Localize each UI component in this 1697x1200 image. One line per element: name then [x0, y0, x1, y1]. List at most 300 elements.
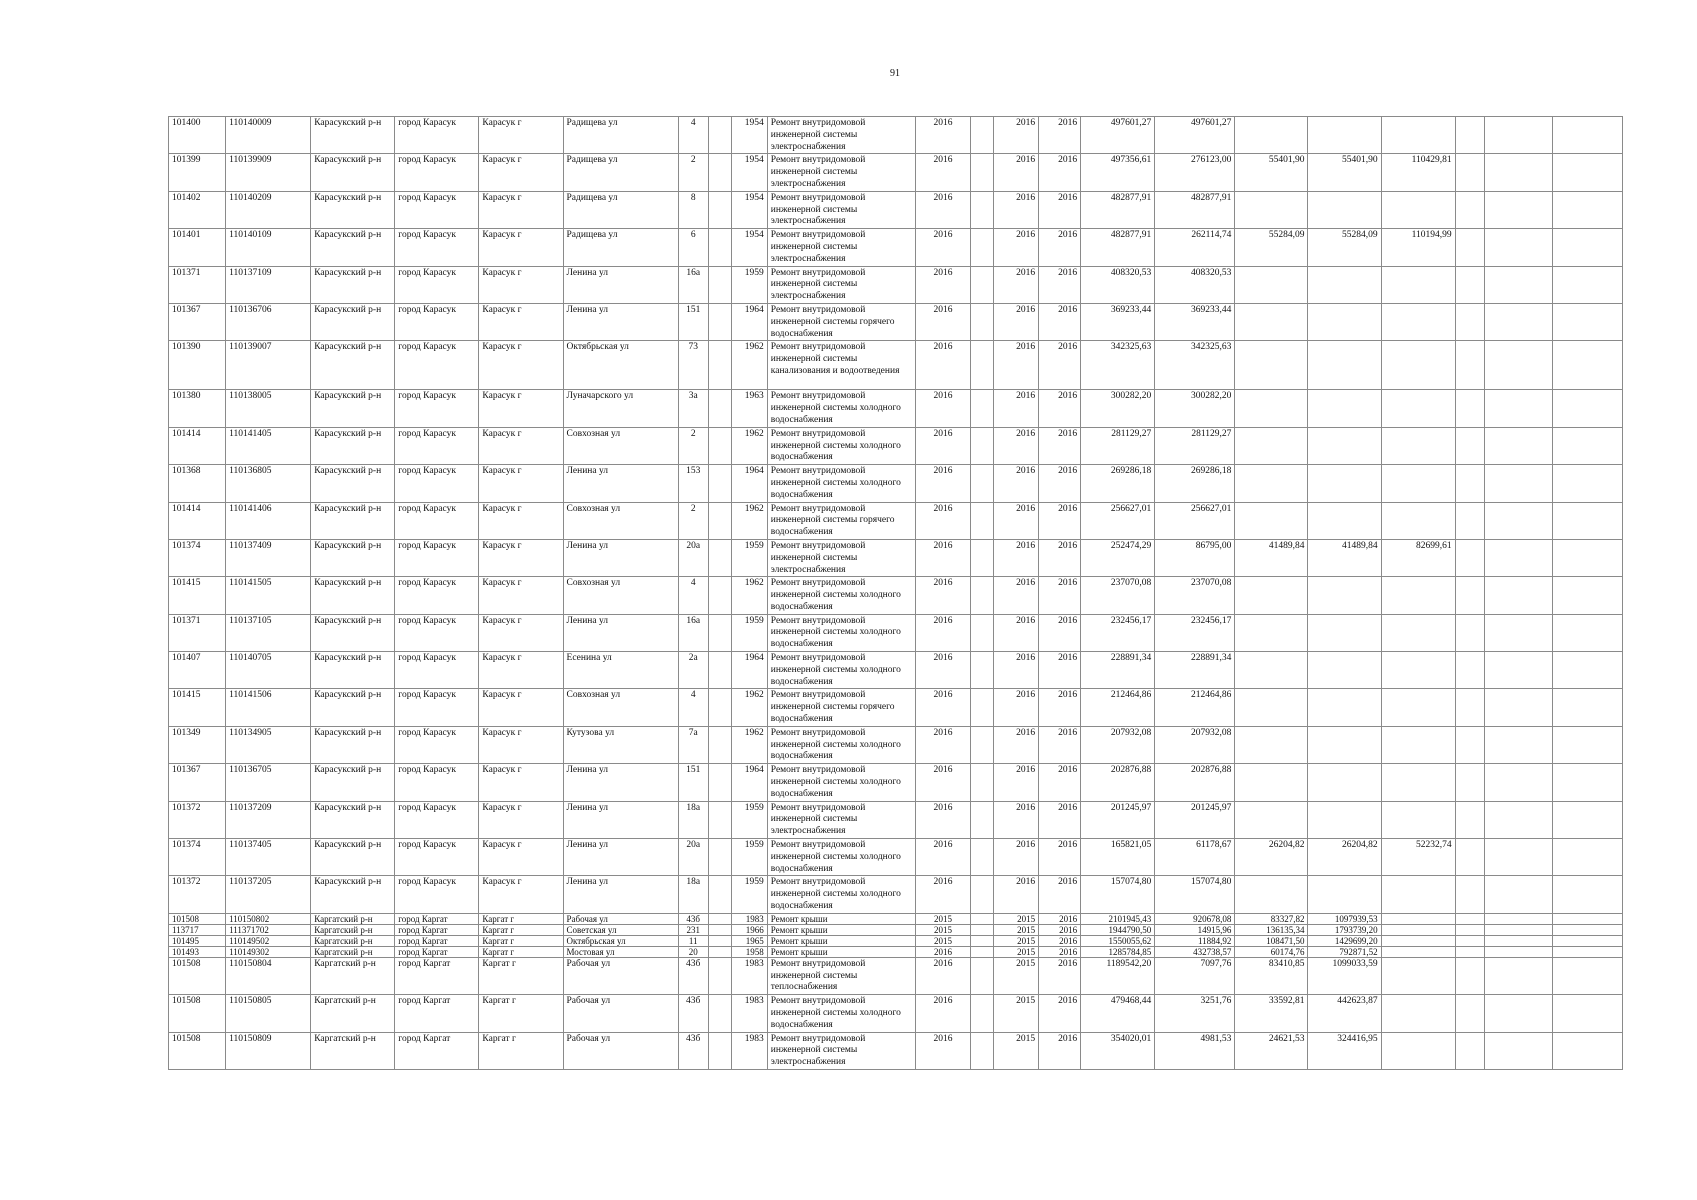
- cell-local-amount: 792871,52: [1308, 946, 1381, 957]
- cell-year-built: 1959: [731, 876, 767, 913]
- cell-settlement: Каргат г: [479, 946, 563, 957]
- cell-empty-b: [1484, 117, 1552, 154]
- table-row: [169, 390, 1623, 427]
- cell-record-id: 110137209: [226, 801, 311, 838]
- cell-fund-amount: 11884,92: [1155, 935, 1235, 946]
- cell-local-amount: [1308, 266, 1381, 303]
- cell-municipality: город Каргат: [395, 1032, 479, 1069]
- cell-owners-amount: [1381, 913, 1455, 924]
- cell-building: [708, 913, 731, 924]
- cell-regional-amount: [1235, 191, 1308, 228]
- cell-work-type: Ремонт внутридомовой инженерной системы электроснабжения: [767, 117, 915, 154]
- cell-end-year: 2016: [1039, 913, 1081, 924]
- cell-settlement: Карасук г: [479, 764, 563, 801]
- cell-plan-year: 2016: [915, 229, 970, 266]
- cell-plan-year: 2016: [915, 266, 970, 303]
- cell-owners-amount: [1381, 502, 1455, 539]
- cell-district: Карасукский р-н: [311, 876, 395, 913]
- cell-building: [708, 946, 731, 957]
- cell-street: Есенина ул: [563, 652, 678, 689]
- cell-building: [708, 995, 731, 1032]
- cell-municipality: город Каргат: [395, 935, 479, 946]
- cell-district: Карасукский р-н: [311, 191, 395, 228]
- cell-settlement: Карасук г: [479, 427, 563, 464]
- cell-regional-amount: 55284,09: [1235, 229, 1308, 266]
- cell-municipality: город Карасук: [395, 652, 479, 689]
- cell-fund-amount: 212464,86: [1155, 689, 1235, 726]
- cell-building: [708, 154, 731, 191]
- cell-empty-c: [1552, 957, 1622, 994]
- cell-work-type: Ремонт крыши: [767, 913, 915, 924]
- cell-municipality: город Карасук: [395, 229, 479, 266]
- cell-regional-amount: [1235, 801, 1308, 838]
- cell-total-cost: 300282,20: [1081, 390, 1155, 427]
- cell-end-year: 2016: [1039, 502, 1081, 539]
- cell-year-built: 1962: [731, 689, 767, 726]
- cell-regional-amount: 83410,85: [1235, 957, 1308, 994]
- cell-plan-year: 2015: [915, 913, 970, 924]
- cell-extra: [971, 577, 994, 614]
- cell-empty-c: [1552, 995, 1622, 1032]
- cell-start-year: 2016: [994, 303, 1039, 340]
- cell-house-number: 153: [678, 465, 708, 502]
- cell-building: [708, 764, 731, 801]
- cell-house-id: 101414: [169, 427, 226, 464]
- cell-local-amount: 442623,87: [1308, 995, 1381, 1032]
- table-row: [169, 946, 1623, 957]
- cell-settlement: Карасук г: [479, 839, 563, 876]
- cell-fund-amount: 408320,53: [1155, 266, 1235, 303]
- cell-municipality: город Карасук: [395, 764, 479, 801]
- cell-regional-amount: [1235, 502, 1308, 539]
- cell-empty-b: [1484, 801, 1552, 838]
- cell-house-id: 101508: [169, 957, 226, 994]
- cell-municipality: город Карасук: [395, 539, 479, 576]
- cell-street: Радищева ул: [563, 117, 678, 154]
- table-row: [169, 303, 1623, 340]
- cell-record-id: 110137409: [226, 539, 311, 576]
- cell-start-year: 2015: [994, 946, 1039, 957]
- cell-house-id: 101401: [169, 229, 226, 266]
- table-row: [169, 913, 1623, 924]
- cell-district: Карасукский р-н: [311, 229, 395, 266]
- cell-empty-b: [1484, 390, 1552, 427]
- cell-empty-a: [1455, 839, 1484, 876]
- cell-house-id: 101400: [169, 117, 226, 154]
- cell-end-year: 2016: [1039, 935, 1081, 946]
- cell-start-year: 2016: [994, 801, 1039, 838]
- page-number: 91: [890, 68, 900, 79]
- cell-settlement: Каргат г: [479, 957, 563, 994]
- table-row: [169, 191, 1623, 228]
- cell-building: [708, 689, 731, 726]
- cell-extra: [971, 539, 994, 576]
- cell-local-amount: 1097939,53: [1308, 913, 1381, 924]
- cell-total-cost: 1189542,20: [1081, 957, 1155, 994]
- cell-owners-amount: [1381, 946, 1455, 957]
- cell-end-year: 2016: [1039, 117, 1081, 154]
- cell-local-amount: [1308, 876, 1381, 913]
- cell-house-number: 2: [678, 427, 708, 464]
- cell-house-id: 101508: [169, 1032, 226, 1069]
- cell-owners-amount: [1381, 427, 1455, 464]
- cell-empty-c: [1552, 427, 1622, 464]
- cell-empty-c: [1552, 913, 1622, 924]
- cell-empty-a: [1455, 427, 1484, 464]
- cell-house-id: 101415: [169, 577, 226, 614]
- cell-end-year: 2016: [1039, 390, 1081, 427]
- cell-building: [708, 957, 731, 994]
- cell-extra: [971, 924, 994, 935]
- cell-house-number: 20: [678, 946, 708, 957]
- cell-local-amount: 1429699,20: [1308, 935, 1381, 946]
- table-row: [169, 154, 1623, 191]
- cell-settlement: Карасук г: [479, 801, 563, 838]
- cell-start-year: 2016: [994, 502, 1039, 539]
- cell-empty-c: [1552, 876, 1622, 913]
- cell-year-built: 1964: [731, 465, 767, 502]
- cell-street: Радищева ул: [563, 154, 678, 191]
- cell-end-year: 2016: [1039, 614, 1081, 651]
- cell-empty-c: [1552, 229, 1622, 266]
- cell-empty-a: [1455, 577, 1484, 614]
- cell-settlement: Каргат г: [479, 935, 563, 946]
- cell-empty-a: [1455, 689, 1484, 726]
- cell-district: Карасукский р-н: [311, 502, 395, 539]
- cell-regional-amount: 60174,76: [1235, 946, 1308, 957]
- cell-year-built: 1954: [731, 229, 767, 266]
- cell-building: [708, 303, 731, 340]
- cell-empty-c: [1552, 154, 1622, 191]
- cell-work-type: Ремонт внутридомовой инженерной системы холодного водоснабжения: [767, 465, 915, 502]
- cell-record-id: 110137205: [226, 876, 311, 913]
- cell-record-id: 110139007: [226, 341, 311, 390]
- cell-plan-year: 2016: [915, 876, 970, 913]
- cell-record-id: 110150804: [226, 957, 311, 994]
- table-row: [169, 614, 1623, 651]
- cell-total-cost: 157074,80: [1081, 876, 1155, 913]
- cell-house-number: 2: [678, 502, 708, 539]
- cell-total-cost: 269286,18: [1081, 465, 1155, 502]
- cell-settlement: Карасук г: [479, 117, 563, 154]
- cell-empty-a: [1455, 876, 1484, 913]
- cell-fund-amount: 342325,63: [1155, 341, 1235, 390]
- cell-house-id: 101368: [169, 465, 226, 502]
- cell-work-type: Ремонт внутридомовой инженерной системы электроснабжения: [767, 229, 915, 266]
- cell-district: Карасукский р-н: [311, 539, 395, 576]
- cell-total-cost: 497601,27: [1081, 117, 1155, 154]
- cell-house-number: 151: [678, 764, 708, 801]
- cell-street: Ленина ул: [563, 876, 678, 913]
- table-row: [169, 1032, 1623, 1069]
- cell-owners-amount: [1381, 935, 1455, 946]
- cell-fund-amount: 497601,27: [1155, 117, 1235, 154]
- cell-local-amount: [1308, 390, 1381, 427]
- cell-end-year: 2016: [1039, 341, 1081, 390]
- cell-record-id: 110136706: [226, 303, 311, 340]
- cell-owners-amount: [1381, 303, 1455, 340]
- cell-street: Мостовая ул: [563, 946, 678, 957]
- cell-empty-b: [1484, 913, 1552, 924]
- cell-empty-b: [1484, 229, 1552, 266]
- cell-record-id: 110150805: [226, 995, 311, 1032]
- cell-owners-amount: [1381, 689, 1455, 726]
- cell-year-built: 1964: [731, 303, 767, 340]
- cell-plan-year: 2016: [915, 689, 970, 726]
- table-row: [169, 502, 1623, 539]
- cell-total-cost: 482877,91: [1081, 229, 1155, 266]
- cell-work-type: Ремонт внутридомовой инженерной системы холодного водоснабжения: [767, 764, 915, 801]
- cell-year-built: 1959: [731, 614, 767, 651]
- cell-street: Совхозная ул: [563, 577, 678, 614]
- cell-street: Совхозная ул: [563, 502, 678, 539]
- cell-start-year: 2016: [994, 876, 1039, 913]
- cell-house-number: 4: [678, 577, 708, 614]
- cell-owners-amount: [1381, 876, 1455, 913]
- cell-extra: [971, 726, 994, 763]
- cell-empty-b: [1484, 652, 1552, 689]
- cell-house-number: 43б: [678, 1032, 708, 1069]
- cell-empty-b: [1484, 839, 1552, 876]
- cell-end-year: 2016: [1039, 689, 1081, 726]
- cell-start-year: 2016: [994, 154, 1039, 191]
- cell-extra: [971, 266, 994, 303]
- cell-municipality: город Карасук: [395, 117, 479, 154]
- cell-municipality: город Каргат: [395, 913, 479, 924]
- cell-district: Карасукский р-н: [311, 614, 395, 651]
- cell-district: Карасукский р-н: [311, 341, 395, 390]
- cell-empty-b: [1484, 995, 1552, 1032]
- cell-building: [708, 876, 731, 913]
- cell-local-amount: [1308, 652, 1381, 689]
- cell-local-amount: [1308, 801, 1381, 838]
- cell-house-id: 101349: [169, 726, 226, 763]
- cell-empty-a: [1455, 390, 1484, 427]
- cell-house-number: 4: [678, 689, 708, 726]
- cell-empty-c: [1552, 539, 1622, 576]
- cell-settlement: Карасук г: [479, 539, 563, 576]
- cell-end-year: 2016: [1039, 652, 1081, 689]
- cell-start-year: 2015: [994, 957, 1039, 994]
- cell-settlement: Карасук г: [479, 390, 563, 427]
- cell-end-year: 2016: [1039, 266, 1081, 303]
- cell-district: Карасукский р-н: [311, 577, 395, 614]
- cell-fund-amount: 202876,88: [1155, 764, 1235, 801]
- cell-street: Ленина ул: [563, 801, 678, 838]
- cell-end-year: 2016: [1039, 924, 1081, 935]
- cell-empty-c: [1552, 839, 1622, 876]
- cell-municipality: город Карасук: [395, 266, 479, 303]
- cell-district: Карасукский р-н: [311, 427, 395, 464]
- cell-street: Рабочая ул: [563, 1032, 678, 1069]
- cell-settlement: Карасук г: [479, 689, 563, 726]
- cell-street: Кутузова ул: [563, 726, 678, 763]
- cell-extra: [971, 689, 994, 726]
- cell-end-year: 2016: [1039, 726, 1081, 763]
- cell-settlement: Каргат г: [479, 913, 563, 924]
- cell-regional-amount: 108471,50: [1235, 935, 1308, 946]
- cell-house-number: 4: [678, 117, 708, 154]
- cell-extra: [971, 154, 994, 191]
- cell-local-amount: [1308, 465, 1381, 502]
- cell-settlement: Карасук г: [479, 652, 563, 689]
- cell-fund-amount: 3251,76: [1155, 995, 1235, 1032]
- cell-year-built: 1962: [731, 341, 767, 390]
- cell-work-type: Ремонт внутридомовой инженерной системы холодного водоснабжения: [767, 876, 915, 913]
- cell-district: Карасукский р-н: [311, 117, 395, 154]
- cell-start-year: 2016: [994, 614, 1039, 651]
- cell-owners-amount: [1381, 726, 1455, 763]
- cell-empty-c: [1552, 652, 1622, 689]
- cell-house-id: 101374: [169, 839, 226, 876]
- cell-district: Карасукский р-н: [311, 390, 395, 427]
- cell-owners-amount: [1381, 341, 1455, 390]
- cell-building: [708, 652, 731, 689]
- cell-empty-a: [1455, 341, 1484, 390]
- cell-start-year: 2016: [994, 390, 1039, 427]
- cell-extra: [971, 303, 994, 340]
- cell-district: Карасукский р-н: [311, 764, 395, 801]
- cell-year-built: 1954: [731, 154, 767, 191]
- cell-record-id: 110136805: [226, 465, 311, 502]
- cell-extra: [971, 502, 994, 539]
- table-row: [169, 801, 1623, 838]
- cell-local-amount: 55284,09: [1308, 229, 1381, 266]
- cell-district: Карасукский р-н: [311, 801, 395, 838]
- cell-record-id: 111371702: [226, 924, 311, 935]
- cell-settlement: Карасук г: [479, 502, 563, 539]
- cell-empty-c: [1552, 801, 1622, 838]
- cell-building: [708, 341, 731, 390]
- cell-house-id: 101508: [169, 913, 226, 924]
- cell-end-year: 2016: [1039, 191, 1081, 228]
- cell-plan-year: 2016: [915, 1032, 970, 1069]
- cell-start-year: 2016: [994, 764, 1039, 801]
- cell-year-built: 1962: [731, 427, 767, 464]
- cell-end-year: 2016: [1039, 303, 1081, 340]
- cell-fund-amount: 201245,97: [1155, 801, 1235, 838]
- table-row: [169, 726, 1623, 763]
- cell-start-year: 2016: [994, 539, 1039, 576]
- cell-work-type: Ремонт крыши: [767, 935, 915, 946]
- cell-empty-c: [1552, 303, 1622, 340]
- cell-settlement: Каргат г: [479, 924, 563, 935]
- cell-street: Октябрьская ул: [563, 935, 678, 946]
- cell-start-year: 2015: [994, 913, 1039, 924]
- cell-work-type: Ремонт внутридомовой инженерной системы канализования и водоотведения: [767, 341, 915, 390]
- cell-street: Радищева ул: [563, 229, 678, 266]
- cell-empty-b: [1484, 577, 1552, 614]
- cell-total-cost: 256627,01: [1081, 502, 1155, 539]
- cell-street: Совхозная ул: [563, 427, 678, 464]
- cell-municipality: город Карасук: [395, 427, 479, 464]
- cell-local-amount: [1308, 502, 1381, 539]
- cell-extra: [971, 839, 994, 876]
- cell-municipality: город Карасук: [395, 689, 479, 726]
- table-row: [169, 117, 1623, 154]
- cell-record-id: 110140209: [226, 191, 311, 228]
- cell-house-id: 101367: [169, 764, 226, 801]
- cell-work-type: Ремонт внутридомовой инженерной системы холодного водоснабжения: [767, 839, 915, 876]
- cell-total-cost: 2101945,43: [1081, 913, 1155, 924]
- cell-owners-amount: [1381, 1032, 1455, 1069]
- cell-building: [708, 924, 731, 935]
- cell-record-id: 110137109: [226, 266, 311, 303]
- cell-building: [708, 229, 731, 266]
- cell-street: Ленина ул: [563, 539, 678, 576]
- cell-house-number: 8: [678, 191, 708, 228]
- cell-local-amount: 1099033,59: [1308, 957, 1381, 994]
- cell-year-built: 1983: [731, 957, 767, 994]
- cell-empty-c: [1552, 946, 1622, 957]
- cell-building: [708, 614, 731, 651]
- cell-fund-amount: 228891,34: [1155, 652, 1235, 689]
- cell-year-built: 1962: [731, 577, 767, 614]
- cell-street: Луначарского ул: [563, 390, 678, 427]
- cell-house-id: 101367: [169, 303, 226, 340]
- cell-year-built: 1966: [731, 924, 767, 935]
- cell-building: [708, 117, 731, 154]
- cell-district: Карасукский р-н: [311, 154, 395, 191]
- cell-municipality: город Карасук: [395, 465, 479, 502]
- cell-municipality: город Каргат: [395, 946, 479, 957]
- cell-regional-amount: 83327,82: [1235, 913, 1308, 924]
- cell-house-id: 101374: [169, 539, 226, 576]
- cell-house-id: 101371: [169, 266, 226, 303]
- cell-plan-year: 2016: [915, 303, 970, 340]
- cell-house-id: 101414: [169, 502, 226, 539]
- cell-work-type: Ремонт внутридомовой инженерной системы холодного водоснабжения: [767, 995, 915, 1032]
- cell-start-year: 2015: [994, 995, 1039, 1032]
- cell-fund-amount: 482877,91: [1155, 191, 1235, 228]
- cell-empty-b: [1484, 1032, 1552, 1069]
- cell-house-id: 113717: [169, 924, 226, 935]
- cell-record-id: 110136705: [226, 764, 311, 801]
- cell-settlement: Карасук г: [479, 614, 563, 651]
- cell-municipality: город Карасук: [395, 876, 479, 913]
- cell-extra: [971, 427, 994, 464]
- cell-work-type: Ремонт внутридомовой инженерной системы горячего водоснабжения: [767, 502, 915, 539]
- cell-end-year: 2016: [1039, 801, 1081, 838]
- cell-fund-amount: 256627,01: [1155, 502, 1235, 539]
- cell-empty-b: [1484, 924, 1552, 935]
- cell-empty-b: [1484, 427, 1552, 464]
- cell-local-amount: [1308, 427, 1381, 464]
- table-row: [169, 465, 1623, 502]
- cell-owners-amount: [1381, 764, 1455, 801]
- cell-empty-b: [1484, 764, 1552, 801]
- cell-municipality: город Карасук: [395, 577, 479, 614]
- cell-record-id: 110141405: [226, 427, 311, 464]
- cell-empty-a: [1455, 539, 1484, 576]
- cell-local-amount: [1308, 614, 1381, 651]
- cell-empty-a: [1455, 913, 1484, 924]
- cell-empty-c: [1552, 577, 1622, 614]
- cell-work-type: Ремонт внутридомовой инженерной системы холодного водоснабжения: [767, 726, 915, 763]
- cell-fund-amount: 4981,53: [1155, 1032, 1235, 1069]
- cell-street: Ленина ул: [563, 303, 678, 340]
- cell-empty-b: [1484, 465, 1552, 502]
- cell-building: [708, 1032, 731, 1069]
- cell-local-amount: 55401,90: [1308, 154, 1381, 191]
- cell-empty-a: [1455, 229, 1484, 266]
- cell-fund-amount: 262114,74: [1155, 229, 1235, 266]
- cell-record-id: 110134905: [226, 726, 311, 763]
- cell-district: Каргатский р-н: [311, 957, 395, 994]
- cell-empty-a: [1455, 154, 1484, 191]
- cell-empty-b: [1484, 957, 1552, 994]
- cell-fund-amount: 157074,80: [1155, 876, 1235, 913]
